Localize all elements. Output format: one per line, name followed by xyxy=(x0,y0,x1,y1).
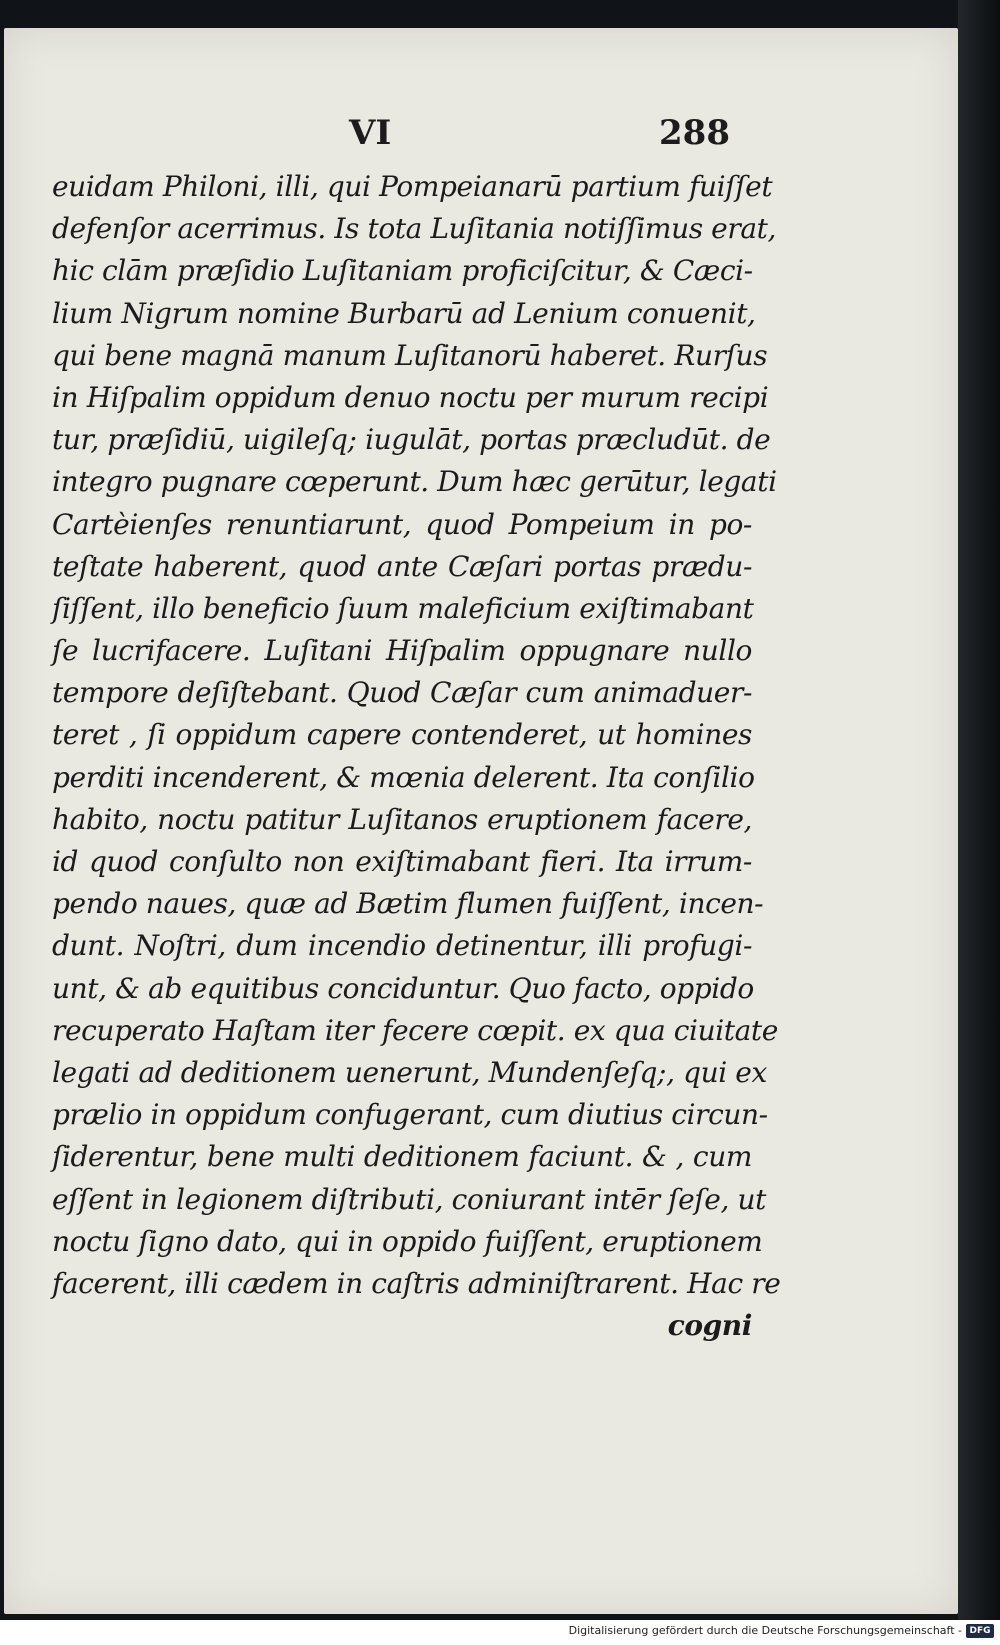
text-line: unt, & ab equitibus conciduntur. Quo facto, oppido xyxy=(52,971,754,1005)
text-line: ſiderentur, bene multi deditionem faciunt. & , cum xyxy=(52,1140,752,1174)
text-line: ſe lucrifacere. Luſitani Hiſpalim oppugnare nullo xyxy=(52,634,752,668)
dfg-logo-icon: DFG xyxy=(966,1624,994,1638)
chapter-number: VI xyxy=(349,113,392,153)
text-line: lium Nigrum nomine Burbarū ad Lenium conuenit, xyxy=(52,296,756,330)
text-line: pendo naues, quæ ad Bætim flumen fuiſſent, incen- xyxy=(52,887,764,921)
text-line: recuperato Haſtam iter fecere cœpit. ex qua ciuitate xyxy=(52,1013,778,1047)
text-line: habito, noctu patitur Luſitanos eruptionem facere, xyxy=(52,802,752,836)
text-line: facerent, illi cædem in caſtris adminiſtrarent. Hac re xyxy=(52,1266,781,1300)
text-line: Cartèienſes renuntiarunt, quod Pompeium in po- xyxy=(52,507,752,541)
text-line: defenſor acerrimus. Is tota Luſitania notiſſimus erat, xyxy=(52,212,776,246)
text-line: eſſent in legionem diſtributi, coniurant intēr ſeſe, ut xyxy=(52,1182,766,1216)
text-line: in Hiſpalim oppidum denuo noctu per murum recipi xyxy=(52,380,769,414)
text-line: dunt. Noſtri, dum incendio detinentur, illi profugi- xyxy=(52,929,752,963)
text-line: hic clām præſidio Luſitaniam proficiſcitur, & Cæci- xyxy=(52,254,753,288)
book-page xyxy=(4,28,958,1614)
text-line: integro pugnare cœperunt. Dum hæc gerūtur, legati xyxy=(52,465,777,499)
text-line: teſtate haberent, quod ante Cæſari portas prædu- xyxy=(52,549,752,583)
text-line: tur, præſidiū, uigileſq; iugulāt, portas præcludūt. de xyxy=(52,423,771,457)
page-number: 288 xyxy=(659,113,730,153)
text-line: qui bene magnā manum Luſitanorū haberet. Rurſus xyxy=(52,338,768,372)
text-line: ſiſſent, illo beneficio ſuum maleficium exiſtimabant xyxy=(52,591,754,625)
text-line: legati ad deditionem uenerunt, Mundenſeſq;, qui ex xyxy=(52,1055,767,1089)
running-head xyxy=(4,113,958,153)
funding-credit: Digitalisierung gefördert durch die Deutsche Forschungsgemeinschaft - xyxy=(568,1624,962,1637)
text-line: noctu ſigno dato, qui in oppido fuiſſent, eruptionem xyxy=(52,1224,763,1258)
text-line: prælio in oppidum confugerant, cum diutius circun- xyxy=(52,1098,768,1132)
book-gutter xyxy=(958,0,1000,1620)
catchword: cogni xyxy=(667,1309,752,1343)
text-line: tempore deſiſtebant. Quod Cæſar cum animaduer- xyxy=(52,676,752,710)
text-line: id quod conſulto non exiſtimabant fieri. Ita irrum- xyxy=(52,845,752,878)
text-line: perditi incenderent, & mœnia delerent. Ita conſilio xyxy=(52,760,755,794)
footer-bar xyxy=(0,1620,1000,1645)
text-line: euidam Philoni, illi, qui Pompeianarū partium fuiſſet xyxy=(52,170,773,203)
body-text xyxy=(52,166,781,1347)
text-line: teret , ſi oppidum capere contenderet, ut homines xyxy=(52,718,752,752)
